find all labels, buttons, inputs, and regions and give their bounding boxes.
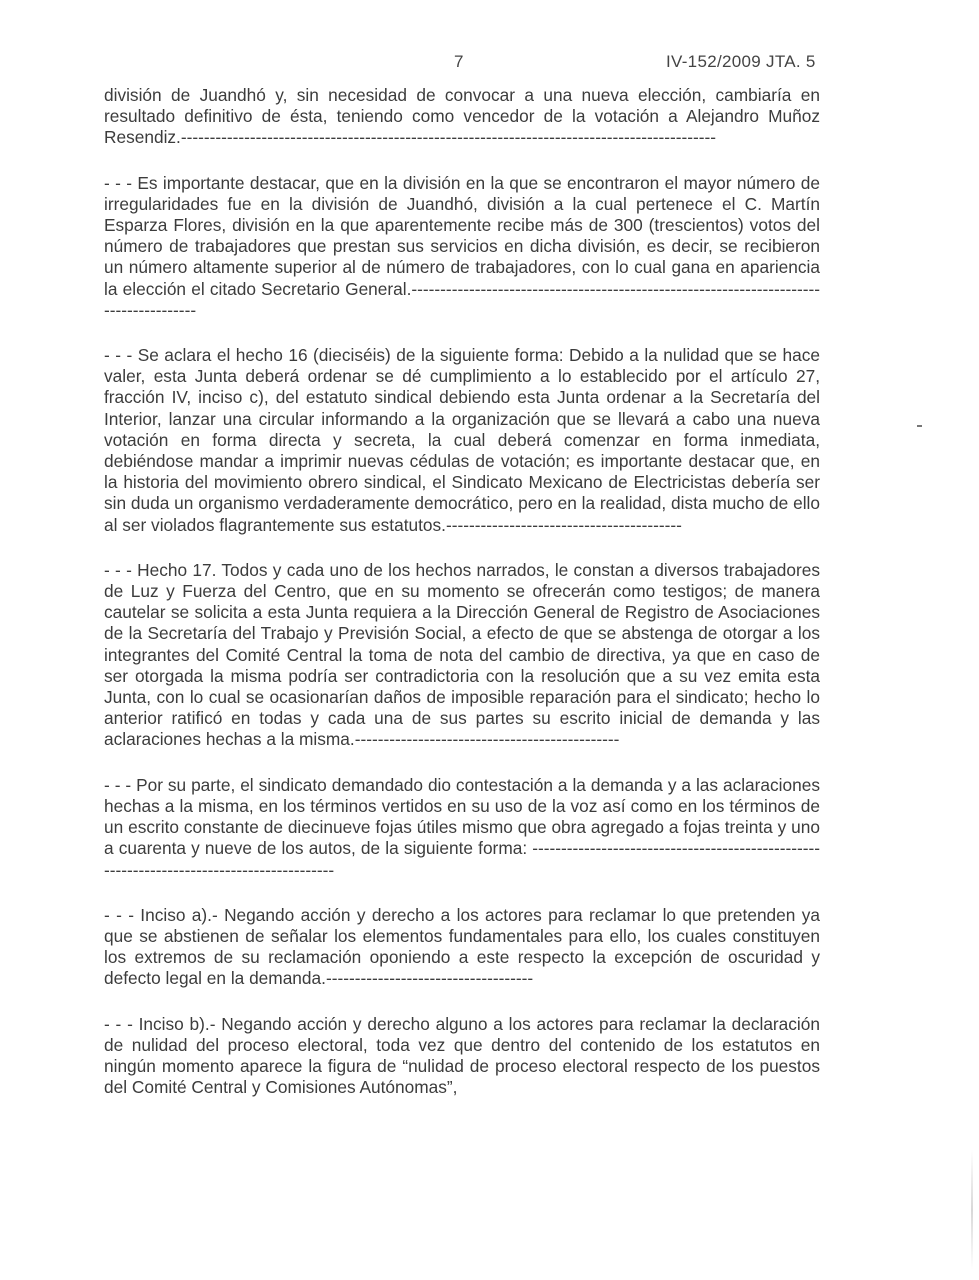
paragraph-juandho-result: división de Juandhó y, sin necesidad de convocar a una nueva elección, cambiaría en resultado definitivo de ésta, teniendo como vencedor de la votación a Alejandro Muñoz Resendiz.--------------------------------------------------------------------------------------------- xyxy=(104,85,820,148)
document-body xyxy=(104,85,820,1122)
file-number: IV-152/2009 JTA. 5 xyxy=(666,52,816,71)
paragraph-contestacion: - - - Por su parte, el sindicato demandado dio contestación a la demanda y a las aclaraciones hechas a la misma, en los términos vertidos en su uso de la voz así como en los términos de un escrito constante de diecinueve fojas útiles mismo que obra agregado a fojas treinta y uno a cuarenta y nueve de los autos, de la siguiente forma: ------------------------------------------------------------------------------------------ xyxy=(104,774,820,880)
scan-artifact-mark xyxy=(917,425,922,427)
paragraph-irregularities: - - - Es importante destacar, que en la división en la que se encontraron el mayor número de irregularidades fue en la división de Juandhó, división a la cual pertenece el C. Martín Esparza Flores, división en la que aparentemente recibe más de 300 (trescientos) votos del número de trabajadores que prestan sus servicios en dicha división, es decir, se recibieron un número altamente superior al de número de trabajadores, con lo cual gana en apariencia la elección el citado Secretario General.--------------------------------------------------------------------------------------- xyxy=(104,172,820,320)
paragraph-hecho-17: - - - Hecho 17. Todos y cada uno de los hechos narrados, le constan a diversos trabajadores de Luz y Fuerza del Centro, que en su momento se ofrecerán como testigos; de manera cautelar se solicita a esta Junta requiera a la Dirección General de Registro de Asociaciones de la Secretaría del Trabajo y Previsión Social, a efecto de que se abstenga de otorgar a los integrantes del Comité Central la toma de nota del cambio de directiva, ya que en caso de ser otorgada la misma podría ser contradictoria con la resolución que a su vez emita esta Junta, con lo cual se ocasionarían daños de imposible reparación para el sindicato; hecho lo anterior ratificó en todas y cada una de sus partes su escrito inicial de demanda y las aclaraciones hechas a la misma.---------------------------------------------- xyxy=(104,559,820,750)
scan-artifact-edge xyxy=(971,1150,973,1270)
paragraph-inciso-b: - - - Inciso b).- Negando acción y derecho alguno a los actores para reclamar la declaración de nulidad del proceso electoral, toda vez que dentro del contenido de los estatutos en ningún momento aparece la figura de “nulidad de proceso electoral respecto de los puestos del Comité Central y Comisiones Autónomas”, xyxy=(104,1013,820,1098)
paragraph-hecho-16: - - - Se aclara el hecho 16 (dieciséis) de la siguiente forma: Debido a la nulidad que se hace valer, esta Junta deberá ordenar se dé cumplimiento a lo establecido por el artículo 27, fracción IV, inciso c), del estatuto sindical debiendo esta Junta ordenar a la Secretaría del Interior, lanzar una circular informando a la organización que se llevará a cabo una nueva votación en forma directa y secreta, la cual deberá comenzar en forma inmediata, debiéndose mandar a imprimir nuevas cédulas de votación; es importante destacar que, en la historia del movimiento obrero sindical, el Sindicato Mexicano de Electricistas debería ser sin duda un organismo verdaderamente democrático, pero en la realidad, dista mucho de ello al ser violados flagrantemente sus estatutos.----------------------------------------- xyxy=(104,345,820,535)
paragraph-inciso-a: - - - Inciso a).- Negando acción y derecho a los actores para reclamar lo que pretenden ya que se abstienen de señalar los elementos fundamentales para ello, los cuales constituyen los extremos de su reclamación oponiendo a este respecto la excepción de oscuridad y defecto legal en la demanda.------------------------------------ xyxy=(104,904,820,989)
page-number: 7 xyxy=(454,52,464,71)
